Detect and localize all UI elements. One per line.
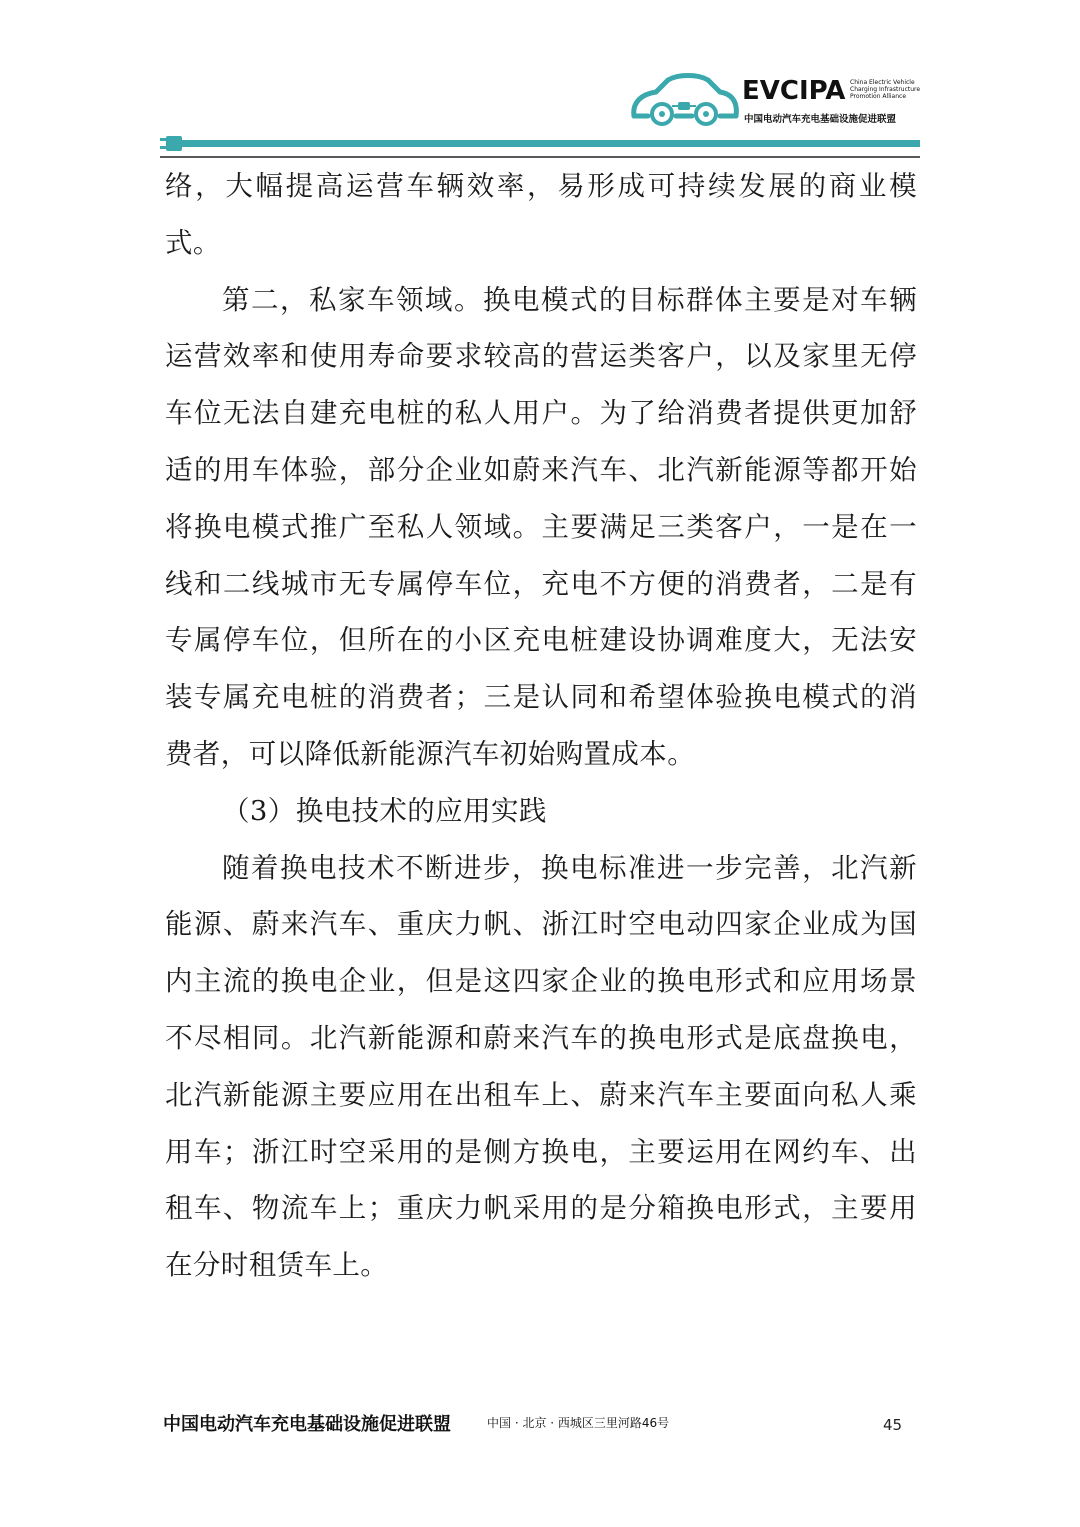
paragraph: 随着换电技术不断进步，换电标准进一步完善，北汽新能源、蔚来汽车、重庆力帆、浙江时空电动四家企业成为国内主流的换电企业，但是这四家企业的换电形式和应用场景不尽相同。北汽新能源和蔚来汽车的换电形式是底盘换电，北汽新能源主要应用在出租车上、蔚来汽车主要面向私人乘用车；浙江时空采用的是侧方换电，主要运用在网约车、出租车、物流车上；重庆力帆采用的是分箱换电形式，主要用在分时租赁车上。 bbox=[165, 851, 917, 1282]
paragraph: 第二，私家车领域。换电模式的目标群体主要是对车辆运营效率和使用寿命要求较高的营运类客户，以及家里无停车位无法自建充电桩的私人用户。为了给消费者提供更加舒适的用车体验，部分企业如蔚来汽车、北汽新能源等都开始将换电模式推广至私人领域。主要满足三类客户，一是在一线和二线城市无专属停车位，充电不方便的消费者，二是有专属停车位，但所在的小区充电桩建设协调难度大，无法安装专属充电桩的消费者；三是认同和希望体验换电模式的消费者，可以降低新能源汽车初始购置成本。 bbox=[165, 283, 917, 770]
paragraph: 络，大幅提高运营车辆效率，易形成可持续发展的商业模式。 bbox=[165, 170, 917, 259]
footer-address: 中国 · 北京 · 西城区三里河路46号 bbox=[487, 1416, 670, 1430]
header-logo bbox=[628, 72, 928, 134]
ev-car-logo-icon bbox=[628, 72, 740, 128]
page-number: 45 bbox=[883, 1416, 903, 1434]
body-text bbox=[165, 158, 917, 1294]
logo-tagline: China Electric Vehicle Charging Infrastructure Promotion Alliance bbox=[850, 79, 921, 100]
header-plug-rule bbox=[160, 132, 920, 160]
logo-name: EVCIPA bbox=[742, 76, 846, 106]
plug-icon bbox=[160, 136, 182, 151]
logo-subtitle: 中国电动汽车充电基础设施促进联盟 bbox=[744, 114, 897, 125]
section-subheading: （3）换电技术的应用实践 bbox=[222, 794, 547, 827]
footer-org-name: 中国电动汽车充电基础设施促进联盟 bbox=[163, 1414, 451, 1435]
